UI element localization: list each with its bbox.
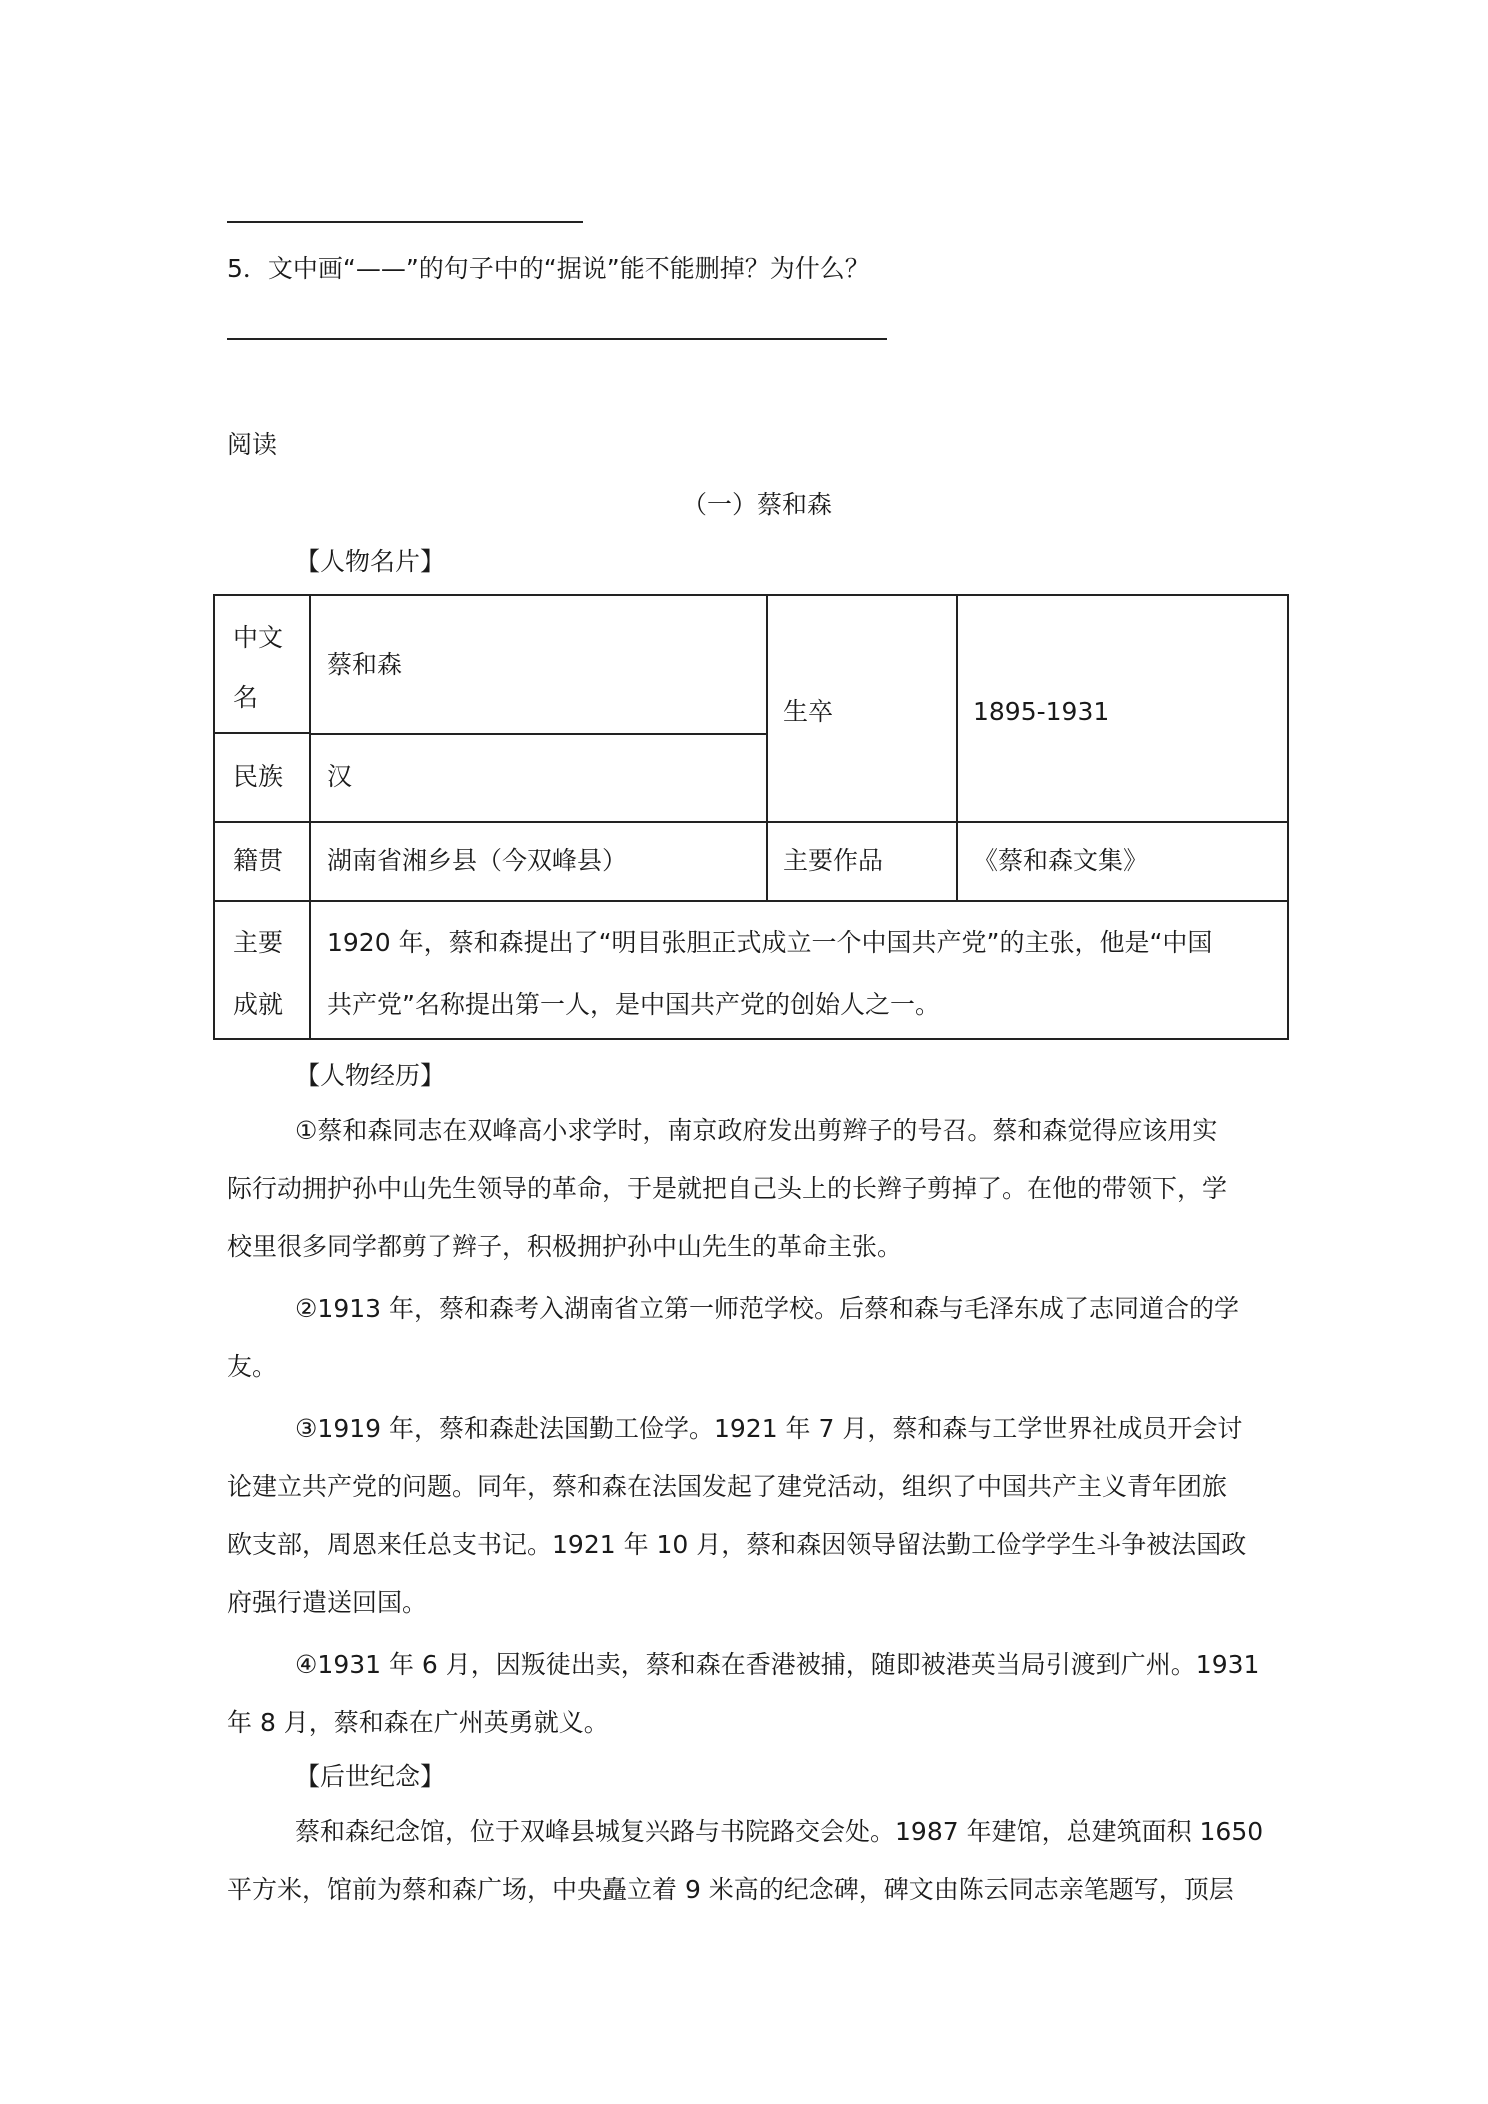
experience-heading: 【人物经历】 [295, 1061, 446, 1090]
question-5: 5．文中画“——”的句子中的“据说”能不能删掉？为什么？ [227, 254, 870, 283]
life-label: 生卒 [783, 697, 834, 726]
achievement-label: 主要 成就 [233, 928, 284, 1019]
ethnicity-label: 民族 [233, 762, 284, 791]
life-value: 1895-1931 [973, 697, 1110, 726]
experience-paragraph-4: ④1931 年 6 月，因叛徒出卖，蔡和森在香港被捕，随即被港英当局引渡到广州。1931 年 8 月，蔡和森在广州英勇就义。 [227, 1650, 1260, 1737]
memorial-heading: 【后世纪念】 [295, 1762, 446, 1791]
works-label: 主要作品 [783, 846, 884, 875]
ethnicity-value: 汉 [327, 762, 353, 791]
origin-value: 湖南省湘乡县（今双峰县） [327, 846, 628, 875]
article-title: （一）蔡和森 [682, 490, 833, 519]
name-value: 蔡和森 [327, 650, 403, 679]
answer-line-5 [227, 338, 887, 340]
experience-paragraphs [227, 1102, 1269, 1752]
works-value: 《蔡和森文集》 [973, 846, 1149, 875]
experience-paragraph-1: ①蔡和森同志在双峰高小求学时，南京政府发出剪辫子的号召。蔡和森觉得应该用实 际行动拥护孙中山先生领导的革命，于是就把自己头上的长辫子剪掉了。在他的带领下，学 校里很多同学都剪了辫子，积极拥护孙中山先生的革命主张。 [227, 1116, 1228, 1261]
experience-paragraph-2: ②1913 年，蔡和森考入湖南省立第一师范学校。后蔡和森与毛泽东成了志同道合的学 友。 [227, 1294, 1239, 1381]
origin-label: 籍贯 [233, 846, 284, 875]
profile-table [213, 594, 1289, 1040]
name-label: 中文 名 [233, 623, 284, 712]
achievement-value: 1920 年，蔡和森提出了“明目张胆正式成立一个中国共产党”的主张，他是“中国 共产党”名称提出第一人，是中国共产党的创始人之一。 [327, 928, 1213, 1019]
answer-line-4 [227, 221, 583, 223]
experience-paragraph-3: ③1919 年，蔡和森赴法国勤工俭学。1921 年 7 月，蔡和森与工学世界社成员开会讨 论建立共产党的问题。同年，蔡和森在法国发起了建党活动，组织了中国共产主义青年团旅 欧支部，周恩来任总支书记。1921 年 10 月，蔡和森因领导留法勤工俭学学生斗争被法国政 府强行遣送回国。 [227, 1414, 1247, 1617]
memorial-paragraph: 蔡和森纪念馆，位于双峰县城复兴路与书院路交会处。1987 年建馆，总建筑面积 1650 平方米，馆前为蔡和森广场，中央矗立着 9 米高的纪念碑，碑文由陈云同志亲笔题写，顶层 [227, 1817, 1264, 1904]
section-label: 阅读 [227, 430, 278, 459]
card-heading: 【人物名片】 [295, 547, 446, 576]
